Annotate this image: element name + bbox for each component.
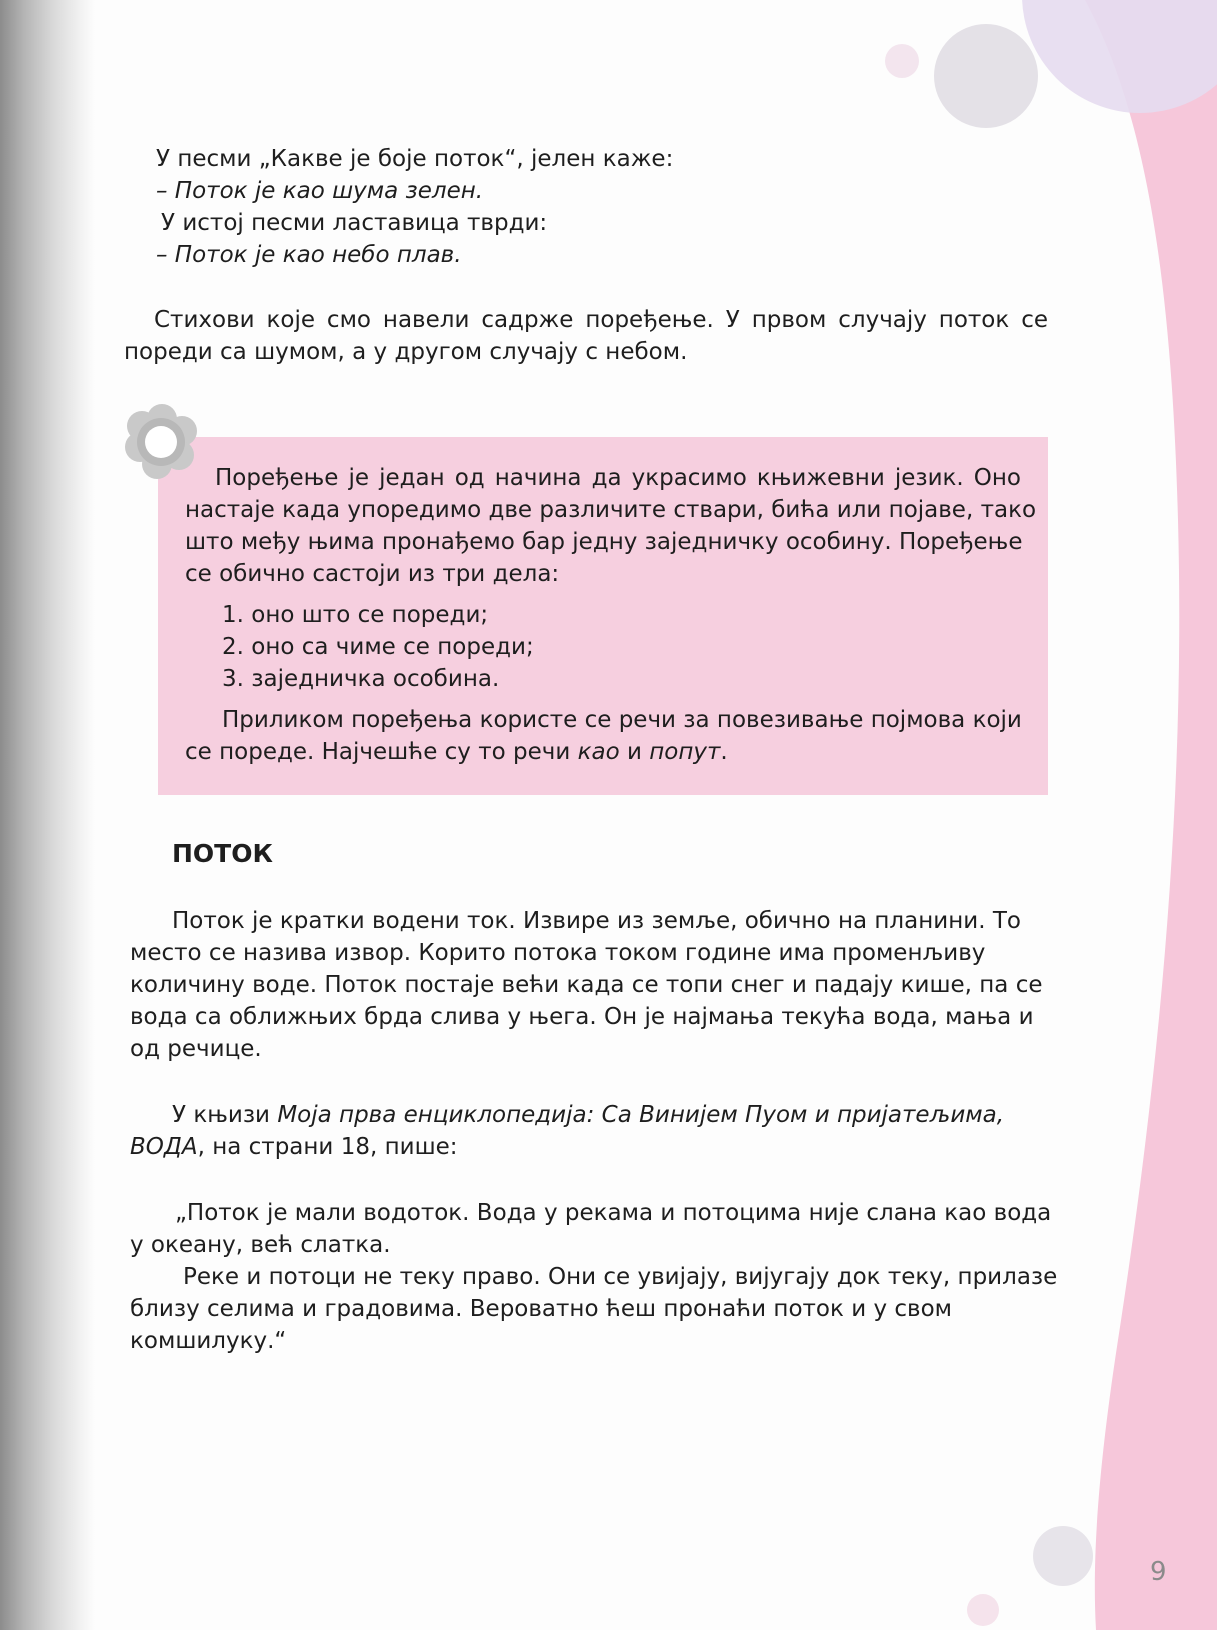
reference-line — [130, 1099, 1018, 1131]
definition-text-span: . — [720, 739, 728, 765]
word-poput: попут — [649, 739, 721, 765]
paragraph-line: пореди са шумом, а у другом случају с небом. — [124, 339, 688, 365]
paragraph-line: Стихови које смо навели садрже поређење. У првом случају поток се — [154, 307, 1048, 333]
poem-intro-line: У песми „Какве је боје поток“, јелен каже: — [156, 146, 674, 172]
definition-text — [185, 462, 1037, 768]
paragraph-line: вода са оближњих брда слива у њега. Он је најмања текућа вода, мања и — [130, 1004, 1034, 1030]
gray-bubble-medium — [934, 24, 1038, 128]
paragraph-line: количину воде. Поток постаје већи када се топи снег и падају кише, па се — [130, 972, 1043, 998]
poem-quote-line: – Поток је као шума зелен. — [156, 178, 484, 204]
paragraph-line: место се назива извор. Корито потока током године има променљиву — [130, 940, 986, 966]
quote-line: комшилуку.“ — [130, 1328, 287, 1354]
list-item: 2. оно са чиме се пореди; — [222, 634, 534, 660]
list-item: 1. оно што се пореди; — [222, 602, 489, 628]
definition-line: Поређење је један од начина да украсимо књижевни језик. Оно — [215, 465, 1021, 491]
word-kao: као — [577, 739, 620, 765]
poem-intro — [156, 143, 673, 271]
quote-line: у океану, већ слатка. — [130, 1232, 391, 1258]
gray-bubble-bottom — [1033, 1526, 1093, 1586]
lilac-bubble-large — [1022, 0, 1217, 113]
quote-line: близу селима и градовима. Вероватно ћеш пронаћи поток и у свом — [130, 1296, 953, 1322]
parts-list — [185, 599, 1021, 695]
definition-line: се обично састоји из три дела: — [185, 561, 560, 587]
quote-line: Реке и потоци не теку право. Они се увијају, вијугају док теку, прилазе — [183, 1264, 1058, 1290]
stream-paragraph — [130, 905, 1043, 1065]
paragraph-line: од речице. — [130, 1036, 262, 1062]
pink-bubble-small — [885, 44, 919, 78]
pink-bubble-bottom — [967, 1594, 999, 1626]
book-title: Моја прва енциклопедија: Са Винијем Пуом и пријатељима, — [277, 1102, 1005, 1128]
encyclopedia-quote — [130, 1197, 1058, 1357]
reference-prefix: У књизи — [172, 1102, 278, 1128]
poem-intro-line: У истој песми ластавица тврди: — [161, 210, 548, 236]
definition-text-span: се пореде. Најчешће су то речи — [185, 739, 578, 765]
definition-line: настаје када упоредимо две различите ствари, бића или појаве, тако — [185, 497, 1037, 523]
definition-line — [185, 736, 1021, 768]
pink-side-band — [1085, 0, 1217, 1630]
book-title: ВОДА — [130, 1134, 198, 1160]
reference-suffix: , на страни 18, пише: — [197, 1134, 458, 1160]
poem-quote-line: – Поток је као небо плав. — [156, 242, 462, 268]
book-reference — [130, 1099, 1018, 1163]
quote-line: „Поток је мали водоток. Вода у рекама и потоцима није слана као вода — [175, 1200, 1052, 1226]
definition-line: Приликом поређења користе се речи за повезивање појмова који — [222, 707, 1022, 733]
definition-text-span: и — [619, 739, 650, 765]
comparison-paragraph — [124, 304, 1048, 368]
reference-line — [130, 1131, 1018, 1163]
paragraph-line: Поток је кратки водени ток. Извире из земље, обично на планини. То — [172, 908, 1021, 934]
definition-line: што међу њима пронађемо бар једну заједничку особину. Поређење — [185, 529, 1023, 555]
section-title: ПОТОК — [172, 839, 273, 868]
page-number: 9 — [1150, 1557, 1167, 1587]
list-item: 3. заједничка особина. — [222, 666, 500, 692]
